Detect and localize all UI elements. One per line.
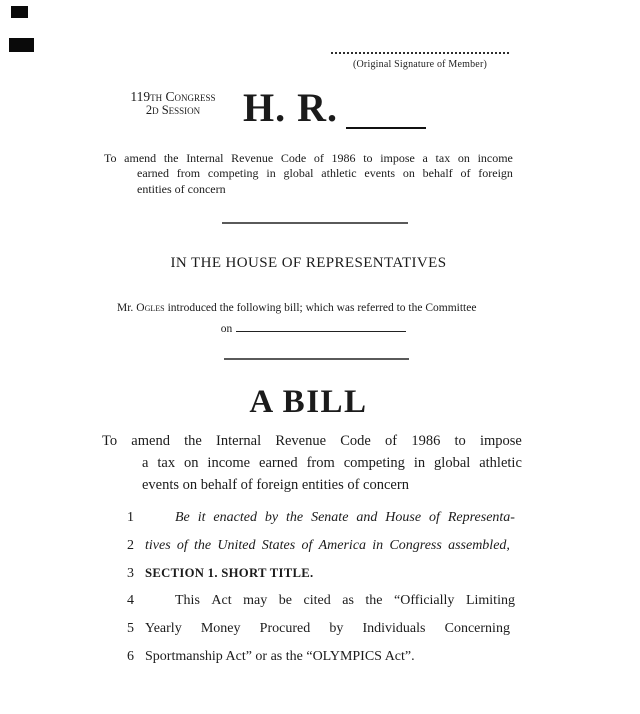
registration-mark-icon <box>11 6 28 18</box>
bill-heading: A BILL <box>249 384 368 420</box>
section-heading: SECTION 1. SHORT TITLE. <box>145 565 314 580</box>
body-line <box>103 621 515 649</box>
official-long-title <box>104 151 513 197</box>
long-title-line: earned from competing in global athletic events on behalf of foreign <box>137 166 513 181</box>
bill-number-prefix: H. R. <box>243 85 338 130</box>
registration-mark-icon <box>9 38 34 52</box>
horizontal-rule <box>222 222 408 224</box>
body-line <box>103 538 515 566</box>
signature-block <box>331 34 509 70</box>
bill-title-line: events on behalf of foreign entities of concern <box>142 477 409 494</box>
chamber-heading: IN THE HOUSE OF REPRESENTATIVES <box>170 255 447 271</box>
enacting-clause-line: Be it enacted by the Senate and House of Representa- <box>175 510 515 525</box>
congress-number: 119th Congress <box>130 89 216 104</box>
body-line <box>103 566 515 594</box>
committee-blank-line <box>236 320 406 332</box>
body-line <box>103 510 515 538</box>
body-text-line: Sportmanship Act” or as the “OLYMPICS Act”. <box>145 648 415 664</box>
enacting-clause-line: tives of the United States of America in Congress assembled, <box>145 537 510 553</box>
bill-title-line: a tax on income earned from competing in global athletic <box>142 455 522 472</box>
bill-body <box>103 510 515 677</box>
committee-on-label: on <box>220 323 233 335</box>
line-number: 1 <box>127 510 134 525</box>
body-line <box>103 649 515 677</box>
horizontal-rule <box>224 358 409 360</box>
body-text-line: Yearly Money Procured by Individuals Concerning <box>145 621 510 637</box>
bill-number-blank-line <box>346 96 426 129</box>
bill-long-title <box>102 430 522 497</box>
line-number: 6 <box>127 648 134 664</box>
committee-referral-line <box>117 320 510 334</box>
line-number: 2 <box>127 537 134 553</box>
signature-label: (Original Signature of Member) <box>352 59 488 70</box>
body-line <box>103 593 515 621</box>
sponsor-honorific: Mr. <box>117 302 134 314</box>
sponsor-introduction-line <box>117 302 517 314</box>
long-title-line: To amend the Internal Revenue Code of 1986 to impose a tax on income <box>104 151 513 165</box>
sponsor-intro-text: introduced the following bill; which was referred to the Committee <box>167 302 477 314</box>
line-number: 4 <box>127 593 134 609</box>
body-text-line: This Act may be cited as the “Officially Limiting <box>175 593 515 609</box>
line-number: 5 <box>127 621 134 637</box>
bill-title-line: To amend the Internal Revenue Code of 1986 to impose <box>102 433 522 449</box>
congress-session-block <box>114 90 232 117</box>
session-number: 2d Session <box>145 103 201 118</box>
sponsor-name: Ogles <box>136 302 165 314</box>
signature-dotted-line <box>331 34 509 54</box>
long-title-line: entities of concern <box>137 181 226 196</box>
line-number: 3 <box>127 565 134 581</box>
